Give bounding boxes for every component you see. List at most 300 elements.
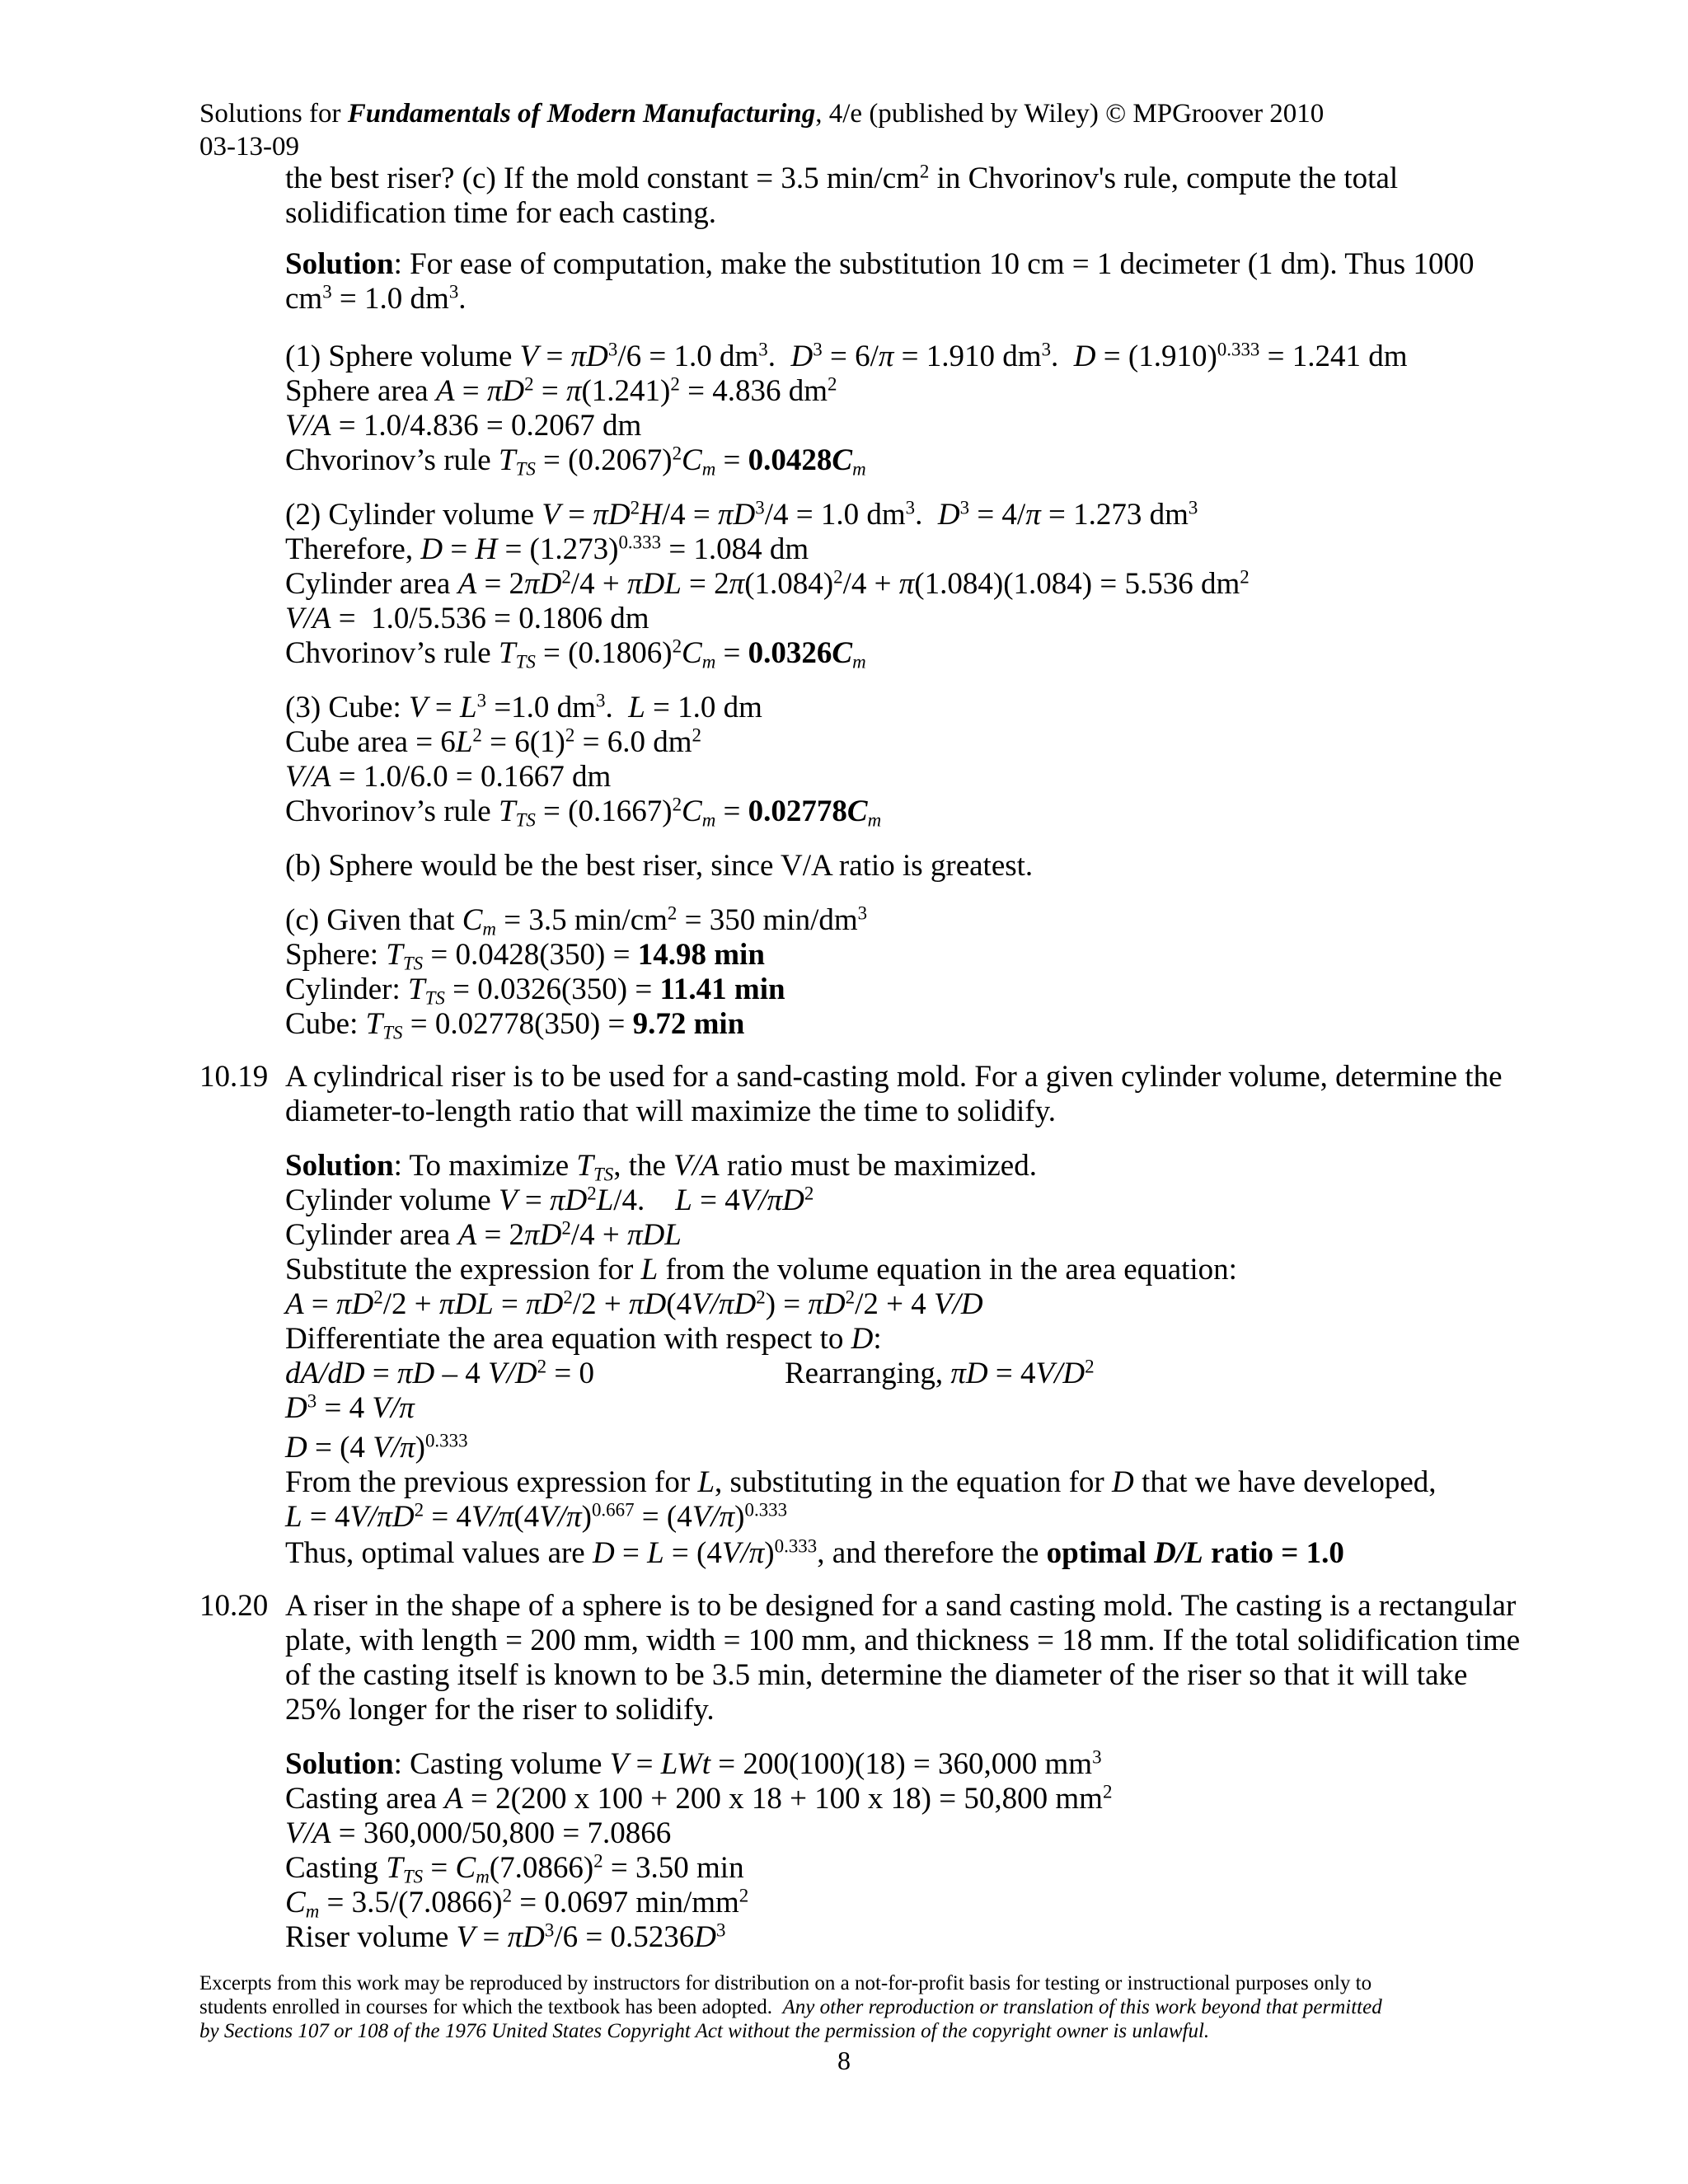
text-run: 2 <box>593 1850 603 1872</box>
text-run: A riser in the shape of a sphere is to be designed for a sand casting mold. The casting is a rectangular <box>285 1589 1517 1623</box>
text-line <box>285 691 762 725</box>
text-line <box>285 1253 1237 1287</box>
text-run: /6 = 0.5236 <box>554 1920 695 1954</box>
text-run: 9.72 min <box>632 1007 745 1041</box>
text-run: 3 <box>857 902 868 924</box>
text-line <box>285 1465 1437 1500</box>
text-run: H <box>640 498 662 532</box>
text-run: (1) Sphere volume <box>285 340 520 373</box>
text-run: = 1.0 dm <box>645 691 762 724</box>
text-run: πD <box>335 1287 374 1321</box>
text-run: 3 <box>595 690 606 711</box>
text-run: : <box>873 1322 882 1356</box>
text-run: = 2(200 x 100 + 200 x 18 + 100 x 18) = 50,800 mm <box>462 1782 1103 1816</box>
text-line <box>285 725 701 760</box>
text-run: = 6.0 dm <box>574 725 692 759</box>
text-line <box>285 1536 1344 1571</box>
text-run: = <box>454 374 487 408</box>
text-run: – 4 <box>434 1357 488 1390</box>
text-run: C <box>846 794 868 828</box>
text-run: D <box>790 340 814 373</box>
text-line <box>285 760 611 794</box>
text-run: 3 <box>307 1390 317 1412</box>
text-run: 2 <box>804 1183 814 1204</box>
page-number: 8 <box>837 2046 851 2075</box>
running-header <box>199 97 1324 130</box>
text-run: V/π <box>372 1391 415 1425</box>
text-run: 3 <box>758 339 768 360</box>
text-run: V/A <box>673 1149 720 1183</box>
text-run: πD <box>526 1287 564 1321</box>
text-run: 2 <box>667 902 678 924</box>
text-run: , substituting in the equation for <box>715 1465 1113 1499</box>
problem-number-10-20: 10.20 <box>199 1589 269 1623</box>
text-run: = 1.0/5.536 = 0.1806 dm <box>331 602 649 635</box>
text-line <box>285 1149 1037 1183</box>
text-run: πD <box>593 498 631 532</box>
text-run: πD <box>524 1218 562 1252</box>
text-line <box>285 1322 882 1357</box>
text-run: 0.02778 <box>748 794 847 828</box>
text-run: (4 <box>666 1287 692 1321</box>
text-run: V/π <box>539 1500 582 1534</box>
text-run: T <box>498 636 516 670</box>
text-run: . <box>605 691 629 724</box>
text-run: Casting <box>285 1851 387 1885</box>
text-run: Chvorinov’s rule <box>285 794 499 828</box>
text-run: in Chvorinov's rule, compute the total <box>929 162 1399 195</box>
text-run: students enrolled in courses for which the textbook has been adopted. <box>199 1996 783 2018</box>
text-run: C <box>285 1886 306 1919</box>
text-run: Excerpts from this work may be reproduced by instructors for distribution on a not-for-profit basis for testing or instructional purposes only to <box>199 1972 1372 1994</box>
text-line <box>285 1500 787 1535</box>
text-run: (3) Cube: <box>285 691 410 724</box>
text-run: A cylindrical riser is to be used for a sand-casting mold. For a given cylinder volume, determine the <box>285 1060 1503 1094</box>
text-run: 2 <box>692 724 701 746</box>
text-run: V/πD <box>349 1500 415 1534</box>
text-run: π <box>878 340 894 373</box>
text-run: 2 <box>524 373 534 395</box>
text-run: that we have developed, <box>1133 1465 1437 1499</box>
text-line <box>285 196 716 231</box>
text-run: = 3.50 min <box>603 1851 744 1885</box>
text-run: 2 <box>672 635 682 657</box>
text-run: πDL <box>626 567 682 601</box>
text-run: T <box>386 938 403 972</box>
text-run: V <box>456 1920 476 1954</box>
text-run: D <box>1073 340 1096 373</box>
text-run: m <box>476 1866 490 1887</box>
text-run: TS <box>515 809 536 831</box>
text-run: (2) Cylinder volume <box>285 498 542 532</box>
text-run: πD <box>396 1357 435 1390</box>
text-run: from the volume equation in the area equation: <box>658 1253 1237 1286</box>
text-run: V <box>498 1183 518 1217</box>
text-run: . <box>1051 340 1074 373</box>
text-run: 2 <box>561 1217 571 1239</box>
text-run: L <box>647 1536 664 1570</box>
text-run: 2 <box>833 566 843 588</box>
text-run: = 4 <box>987 1357 1036 1390</box>
text-run: = 1.241 dm <box>1259 340 1408 373</box>
text-run: Fundamentals of Modern Manufacturing <box>347 99 816 129</box>
text-run: m <box>482 918 496 940</box>
text-run: 2 <box>672 443 682 464</box>
text-run: V/π <box>692 1500 735 1534</box>
text-run: = 4 <box>424 1500 471 1534</box>
text-run: 0.333 <box>424 1430 468 1451</box>
text-run: C <box>832 443 853 477</box>
text-run: πDL <box>626 1218 682 1252</box>
text-run: /4. <box>613 1183 676 1217</box>
text-run: /4 + <box>570 567 627 601</box>
text-run: 2 <box>738 1885 749 1906</box>
text-run: Solution <box>285 1747 394 1781</box>
copyright-footer-line-1 <box>199 1971 1372 1995</box>
text-run: LWt <box>660 1747 710 1781</box>
text-run: cm <box>285 282 323 316</box>
text-run: 2 <box>919 161 930 182</box>
text-run: = <box>364 1357 397 1390</box>
text-line <box>285 1886 748 1920</box>
text-run: Cylinder area <box>285 567 458 601</box>
text-line <box>285 409 641 443</box>
text-run: V/πD <box>692 1287 757 1321</box>
text-run: 3 <box>755 497 765 518</box>
text-run: , and therefore the <box>817 1536 1047 1570</box>
text-run: π <box>565 374 582 408</box>
rearranging-equation <box>785 1357 1095 1391</box>
text-run: 0.333 <box>774 1535 818 1557</box>
text-run: 2 <box>565 724 575 746</box>
text-run: V <box>519 340 539 373</box>
text-line <box>285 1624 1520 1658</box>
text-run: . <box>458 282 467 316</box>
text-line <box>285 1357 594 1391</box>
text-run: 3 <box>905 497 916 518</box>
text-run: L <box>640 1253 659 1286</box>
text-run: From the previous expression for <box>285 1465 698 1499</box>
text-run: 3 <box>813 339 823 360</box>
text-run: : Casting volume <box>393 1747 610 1781</box>
text-run: m <box>852 458 866 480</box>
text-run: A <box>457 567 477 601</box>
text-run: m <box>701 809 716 831</box>
text-line <box>285 1287 983 1322</box>
text-run: πDL <box>438 1287 494 1321</box>
text-run: = 3.5 min/cm <box>496 903 668 937</box>
text-run: of the casting itself is known to be 3.5 min, determine the diameter of the riser so that it will take <box>285 1658 1468 1692</box>
text-run: V/π <box>373 1431 415 1465</box>
text-run: (4 <box>513 1500 540 1534</box>
text-run: plate, with length = 200 mm, width = 100 mm, and thickness = 18 mm. If the total solidification time <box>285 1624 1521 1657</box>
text-run: V <box>409 691 428 724</box>
text-run: 2 <box>502 1885 513 1906</box>
text-run: 3 <box>1188 497 1198 518</box>
text-run: /2 + 4 <box>855 1287 935 1321</box>
text-run: πD <box>808 1287 846 1321</box>
text-run: V/A <box>285 1816 331 1850</box>
text-run: A <box>435 374 455 408</box>
text-run: T <box>576 1149 593 1183</box>
text-run: Solution <box>285 247 394 281</box>
text-run: 2 <box>561 566 571 588</box>
text-run: = 360,000/50,800 = 7.0866 <box>331 1816 672 1850</box>
text-run: 25% longer for the riser to solidify. <box>285 1693 715 1727</box>
text-run: = <box>427 691 461 724</box>
text-run: TS <box>382 1022 403 1043</box>
text-run: Differentiate the area equation with respect to <box>285 1322 851 1356</box>
text-run: D <box>937 498 960 532</box>
text-run: ratio must be maximized. <box>719 1149 1037 1183</box>
text-run: 0.333 <box>744 1499 788 1521</box>
text-run: V/A <box>285 602 331 635</box>
text-run: = <box>443 532 476 566</box>
text-line <box>285 1094 1056 1129</box>
text-run: = (4 <box>307 1431 373 1465</box>
text-line <box>285 1693 715 1727</box>
text-line <box>285 849 1033 883</box>
text-run: π <box>729 567 745 601</box>
text-run: 2 <box>670 373 680 395</box>
text-run: 3 <box>1092 1746 1102 1768</box>
text-run: 2 <box>756 1286 766 1308</box>
text-run: 2 <box>1085 1356 1095 1377</box>
text-run: /2 + <box>572 1287 629 1321</box>
text-run: /4 = 1.0 dm <box>764 498 906 532</box>
text-run: 2 <box>414 1499 424 1521</box>
text-line <box>285 1658 1467 1693</box>
text-run: V <box>542 498 560 532</box>
text-run: C <box>682 636 702 670</box>
text-line <box>285 1816 671 1851</box>
text-run: T <box>365 1007 383 1041</box>
text-run: = <box>715 794 748 828</box>
text-run: ) = <box>765 1287 809 1321</box>
text-line <box>285 567 1250 602</box>
text-line <box>285 247 1474 282</box>
text-run: : For ease of computation, make the substitution 10 cm = 1 decimeter (1 dm). Thus 1000 <box>393 247 1475 281</box>
text-run: πD <box>524 567 562 601</box>
text-run: πD <box>628 1287 667 1321</box>
text-run: = 6/ <box>822 340 879 373</box>
text-run: /6 = 1.0 dm <box>617 340 759 373</box>
text-line <box>285 1782 1112 1816</box>
text-run: L <box>455 725 473 759</box>
text-run: ) <box>581 1500 592 1534</box>
text-run: 2 <box>587 1183 597 1204</box>
text-run: TS <box>515 651 536 673</box>
problem-number-10-19: 10.19 <box>199 1060 269 1094</box>
text-run: /4 + <box>842 567 899 601</box>
text-run: πD <box>570 340 608 373</box>
text-run: C <box>455 1851 476 1885</box>
text-run: 3 <box>448 281 459 302</box>
text-run: ratio = 1.0 <box>1203 1536 1344 1570</box>
copyright-footer-line-2 <box>199 1995 1382 2019</box>
text-run: D <box>1112 1465 1134 1499</box>
text-run: D <box>592 1536 615 1570</box>
text-run: (c) Given that <box>285 903 462 937</box>
text-run: = <box>715 636 748 670</box>
text-run: Cube area = 6 <box>285 725 456 759</box>
text-run: = 2 <box>476 1218 525 1252</box>
text-line <box>285 1218 682 1253</box>
text-run: V/π <box>471 1500 514 1534</box>
text-run: =1.0 dm <box>486 691 596 724</box>
text-run: /4 = <box>661 498 718 532</box>
text-run: 2 <box>563 1286 573 1308</box>
text-run: C <box>462 903 483 937</box>
text-run: C <box>832 636 853 670</box>
text-run: A <box>285 1287 304 1321</box>
text-run: 0.0428 <box>748 443 832 477</box>
text-run: 2 <box>672 794 682 815</box>
text-run: = 1.0/6.0 = 0.1667 dm <box>331 760 612 794</box>
text-run: = 200(100)(18) = 360,000 mm <box>710 1747 1093 1781</box>
text-run: = <box>560 498 593 532</box>
text-run: = 0 <box>546 1357 594 1390</box>
text-line <box>285 1851 744 1886</box>
text-run: C <box>682 443 702 477</box>
text-run: (1.084) <box>744 567 834 601</box>
text-run: Sphere: <box>285 938 387 972</box>
text-run: 2 <box>537 1356 547 1377</box>
text-line <box>285 162 1398 196</box>
text-run: 2 <box>1240 566 1250 588</box>
text-run: H <box>475 532 498 566</box>
text-run: Rearranging, <box>785 1357 951 1390</box>
text-run: Cylinder: <box>285 972 409 1006</box>
text-run: A <box>444 1782 463 1816</box>
text-run: = <box>493 1287 527 1321</box>
text-line <box>285 1060 1503 1094</box>
text-run: /4 + <box>570 1218 627 1252</box>
text-run: L <box>628 691 645 724</box>
text-run: V/A <box>285 760 331 794</box>
text-run: Substitute the expression for <box>285 1253 641 1286</box>
text-run: TS <box>402 953 424 974</box>
text-run: = <box>423 1851 456 1885</box>
text-run: πD <box>549 1183 588 1217</box>
text-run: 0.333 <box>618 532 662 553</box>
text-run: = 4 <box>692 1183 740 1217</box>
text-run: = <box>614 1536 648 1570</box>
text-run: D <box>694 1920 716 1954</box>
text-run: D <box>285 1391 307 1425</box>
text-run: T <box>498 794 516 828</box>
text-run: = <box>475 1920 508 1954</box>
text-run: D <box>851 1322 874 1356</box>
text-run: = 4/ <box>969 498 1026 532</box>
text-run: π <box>1025 498 1041 532</box>
text-run: m <box>701 651 716 673</box>
text-line <box>285 1391 415 1426</box>
text-run: A <box>457 1218 477 1252</box>
text-run: 0.333 <box>1217 339 1260 360</box>
text-run: πD <box>507 1920 545 1954</box>
text-run: m <box>867 809 882 831</box>
text-run: Cube: <box>285 1007 366 1041</box>
text-run: πD <box>486 374 525 408</box>
text-line <box>285 794 881 829</box>
text-run: = 1.273 dm <box>1040 498 1189 532</box>
text-run: = 2 <box>681 567 729 601</box>
text-run: Therefore, <box>285 532 421 566</box>
text-run: m <box>852 651 866 673</box>
text-run: m <box>305 1900 320 1922</box>
text-run: T <box>386 1851 403 1885</box>
text-run: = (4 <box>663 1536 722 1570</box>
text-run: = <box>715 443 748 477</box>
text-run: Chvorinov’s rule <box>285 636 499 670</box>
text-run: πD <box>717 498 756 532</box>
text-run: = 350 min/dm <box>677 903 858 937</box>
text-run: Cylinder volume <box>285 1183 499 1217</box>
text-run: = 0.0697 min/mm <box>512 1886 739 1919</box>
text-run: ) <box>764 1536 775 1570</box>
text-run: = 2 <box>476 567 525 601</box>
text-line <box>285 1920 725 1955</box>
text-run: = (1.910) <box>1095 340 1217 373</box>
text-line <box>285 443 866 478</box>
text-run: TS <box>402 1866 424 1887</box>
text-run: V <box>609 1747 629 1781</box>
text-run: L <box>697 1465 715 1499</box>
text-run: TS <box>424 987 445 1009</box>
text-run: = (0.1667) <box>535 794 673 828</box>
text-run: (7.0866) <box>489 1851 594 1885</box>
text-line <box>285 282 467 316</box>
text-run: diameter-to-length ratio that will maximize the time to solidify. <box>285 1094 1056 1128</box>
text-line <box>285 1589 1516 1624</box>
text-line <box>285 1183 814 1218</box>
text-run: : To maximize <box>393 1149 577 1183</box>
text-run: = 1.0 dm <box>331 282 449 316</box>
text-run: 3 <box>715 1919 726 1941</box>
text-run: 2 <box>630 497 640 518</box>
text-run: = (1.273) <box>497 532 619 566</box>
text-run: πD <box>950 1357 988 1390</box>
text-run: 14.98 min <box>637 938 765 972</box>
text-line <box>285 1747 1102 1782</box>
text-run: C <box>682 794 702 828</box>
header-date <box>199 130 299 163</box>
text-run: 2 <box>845 1286 856 1308</box>
text-run: D <box>285 1431 307 1465</box>
text-run: by Sections 107 or 108 of the 1976 United States Copyright Act without the permission of the copyright owner is unlawful. <box>199 2020 1210 2042</box>
text-run: ) <box>734 1500 745 1534</box>
text-run: Solutions for <box>199 99 348 129</box>
text-run: = (0.1806) <box>535 636 673 670</box>
text-run: = (4 <box>634 1500 692 1534</box>
text-line <box>285 498 1198 532</box>
text-run: TS <box>593 1164 614 1185</box>
text-line <box>285 1007 744 1042</box>
text-line <box>285 938 765 972</box>
text-line <box>285 602 649 636</box>
text-run: optimal <box>1046 1536 1155 1570</box>
text-run: Sphere area <box>285 374 436 408</box>
text-run: 3 <box>544 1919 555 1941</box>
text-run: Chvorinov’s rule <box>285 443 499 477</box>
text-run: = 4 <box>316 1391 373 1425</box>
text-run: 3 <box>476 690 487 711</box>
text-run: (b) Sphere would be the best riser, since V/A ratio is greatest. <box>285 849 1034 883</box>
text-run: V/D <box>488 1357 537 1390</box>
text-run: /2 + <box>382 1287 439 1321</box>
text-run: 2 <box>828 373 837 395</box>
